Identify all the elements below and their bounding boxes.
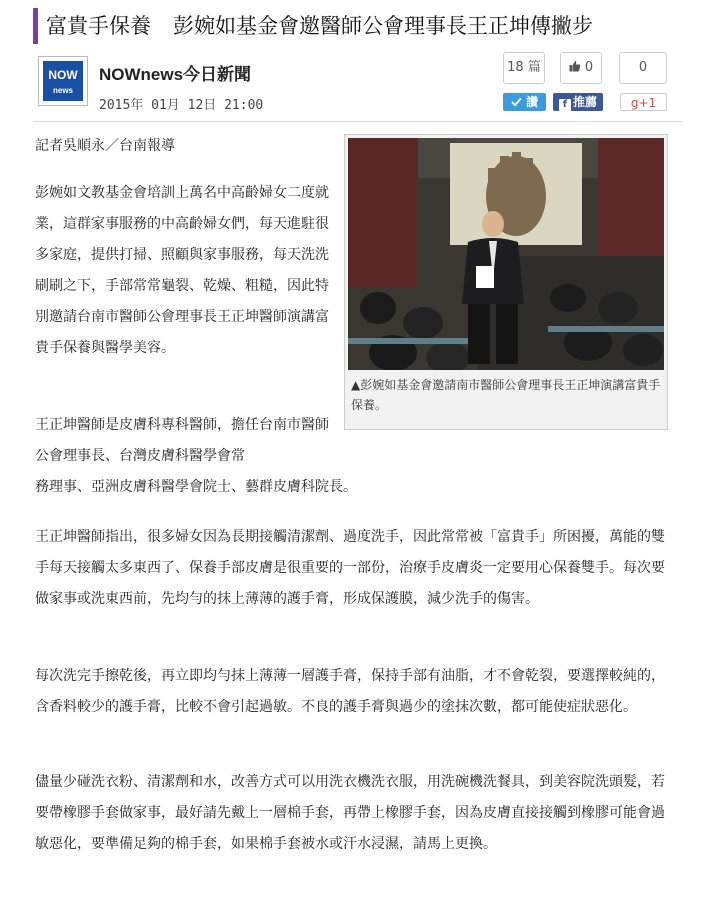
like-count-box — [560, 52, 602, 84]
fb-button-label: 推薦 — [572, 95, 597, 109]
facebook-share-button[interactable] — [553, 93, 603, 111]
paragraph-3: 王正坤醫師指出，很多婦女因為長期接觸清潔劑、過度洗手，因此常常被「富貴手」所困擾，萬能的雙手每天接觸太多東西了、保養手部皮膚是很重要的一部份，治療手皮膚炎一定要用心保養雙手。每次要做家事或洗東西前，先均勻的抹上薄薄的護手膏，形成保護膜，減少洗手的傷害。 — [35, 529, 665, 607]
article-photo — [348, 138, 664, 370]
logo-text: NOW — [48, 68, 78, 82]
title-part1: 富貴手保養 — [46, 14, 151, 38]
gplus-label: g+1 — [630, 96, 657, 110]
photo-caption: ▲彭婉如基金會邀請南市醫師公會理事長王正坤演講富貴手保養。 — [351, 378, 661, 412]
article-figure — [344, 134, 668, 430]
facebook-icon: f — [559, 99, 571, 111]
article-title — [33, 8, 673, 44]
paragraph-5: 儘量少碰洗衣粉、清潔劑和水，改善方式可以用洗衣機洗衣服，用洗碗機洗餐具，到美容院洗頭髮，若要帶橡膠手套做家事，最好請先戴上一層棉手套，再帶上橡膠手套，因為皮膚直接接觸到橡膠可能會過敏惡化，要準備足夠的棉手套，如果棉手套被水或汗水浸濕，請馬上更換。 — [35, 774, 665, 852]
header-divider — [33, 121, 683, 122]
nownews-logo[interactable] — [38, 56, 88, 106]
source-name[interactable]: NOWnews今日新聞 — [99, 65, 252, 84]
paragraph-1: 彭婉如文教基金會培訓上萬名中高齡婦女二度就業，這群家事服務的中高齡婦女們，每天進駐很多家庭，提供打掃、照顧與家事服務，每天洗洗刷刷之下，手部常常龜裂、乾燥、粗糙，因此特別邀請台南市醫師公會理事長王正坤醫師演講富貴手保養與醫學美容。 — [35, 185, 329, 356]
paragraph-2b: 務理事、亞洲皮膚科醫學會院士、藝群皮膚科院長。 — [35, 479, 357, 495]
like-button[interactable] — [503, 93, 546, 111]
plus-count: 0 — [638, 60, 648, 75]
title-part2: 彭婉如基金會邀醫師公會理事長王正坤傳撇步 — [173, 14, 593, 38]
logo-sub: news — [52, 86, 73, 95]
like-count: 0 — [584, 60, 594, 75]
paragraph-2a: 王正坤醫師是皮膚科專科醫師，擔任台南市醫師公會理事長、台灣皮膚科醫學會常 — [35, 417, 329, 464]
publish-date: 2015年 01月 12日 21:00 — [99, 98, 264, 113]
share-count: 18 — [507, 60, 524, 75]
gplus-button[interactable] — [620, 93, 667, 111]
paragraph-4: 每次洗完手擦乾後，再立即均勻抹上薄薄一層護手膏，保持手部有油脂，才不會乾裂，要選擇較純的，含香料較少的護手膏，比較不會引起過敏。不良的護手膏與過少的塗抹次數，都可能使症狀惡化。 — [35, 668, 665, 715]
check-icon — [511, 97, 522, 107]
byline: 記者吳順永／台南報導 — [35, 138, 175, 154]
share-unit: 篇 — [527, 60, 541, 75]
share-count-box — [503, 52, 545, 84]
thumbs-up-icon — [569, 60, 581, 72]
like-button-label: 讚 — [526, 95, 539, 109]
plus-count-box — [619, 52, 667, 84]
